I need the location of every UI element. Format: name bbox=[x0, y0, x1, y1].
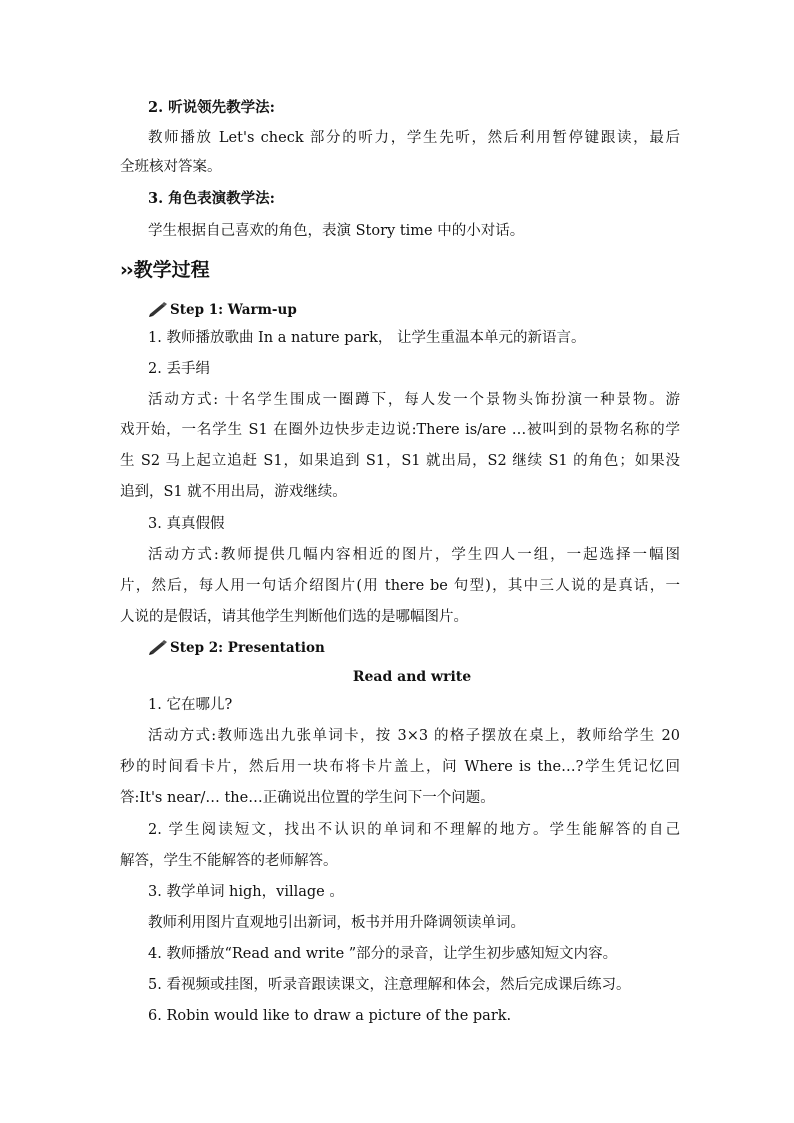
method3-heading: 3. 角色表演教学法: bbox=[148, 190, 276, 207]
method2-heading: 2. 听说领先教学法: bbox=[148, 99, 276, 116]
pen-icon bbox=[148, 301, 168, 317]
method2-line-1: 教师播放 Let's check 部分的听力，学生先听，然后利用暂停键跟读，最后 bbox=[148, 130, 680, 146]
step1-activity2-line-3: 人说的是假话，请其他学生判断他们选的是哪幅图片。 bbox=[120, 609, 468, 625]
step2-item-1: 1. 它在哪儿? bbox=[148, 697, 233, 713]
step2-title: Step 2: Presentation bbox=[170, 640, 325, 656]
step1-item-3: 3. 真真假假 bbox=[148, 516, 225, 532]
section-title bbox=[120, 258, 210, 282]
step2-activity-line-1: 活动方式:教师选出九张单词卡，按 3×3 的格子摆放在桌上，教师给学生 20 bbox=[148, 728, 680, 744]
step1-item-1: 1. 教师播放歌曲 In a nature park， 让学生重温本单元的新语言。 bbox=[148, 330, 586, 346]
step1-activity1-line-2: 戏开始，一名学生 S1 在圈外边快步走边说:There is/are …被叫到的景物名称的学 bbox=[120, 422, 680, 438]
method2-line-2: 全班核对答案。 bbox=[120, 159, 222, 175]
step1-item-2: 2. 丢手绢 bbox=[148, 361, 210, 377]
step1-activity1-line-1: 活动方式: 十名学生围成一圈蹲下，每人发一个景物头饰扮演一种景物。游 bbox=[148, 392, 680, 408]
step2-activity-line-3: 答:It's near/… the…正确说出位置的学生问下一个问题。 bbox=[120, 790, 495, 806]
step1-activity2-line-1: 活动方式:教师提供几幅内容相近的图片，学生四人一组，一起选择一幅图 bbox=[148, 547, 680, 563]
step2-item-6: 6. Robin would like to draw a picture of the park. bbox=[148, 1008, 512, 1024]
step2-subtitle: Read and write bbox=[352, 669, 472, 685]
step2-item-5: 5. 看视频或挂图，听录音跟读课文，注意理解和体会，然后完成课后练习。 bbox=[148, 977, 631, 993]
step2-heading bbox=[148, 638, 325, 658]
step2-item-4: 4. 教师播放“Read and write ”部分的录音，让学生初步感知短文内容。 bbox=[148, 946, 618, 962]
double-chevron-icon: ›› bbox=[120, 259, 132, 281]
step1-activity1-line-3: 生 S2 马上起立追赶 S1，如果追到 S1，S1 就出局，S2 继续 S1 的角色；如果没 bbox=[120, 453, 680, 469]
step2-item-2-line-2: 解答，学生不能解答的老师解答。 bbox=[120, 853, 338, 869]
step2-item-3-detail: 教师利用图片直观地引出新词，板书并用升降调领读单词。 bbox=[148, 915, 525, 931]
section-title-text: 教学过程 bbox=[133, 259, 210, 281]
step1-heading bbox=[148, 300, 297, 320]
pen-icon bbox=[148, 639, 168, 655]
method3-line-1: 学生根据自己喜欢的角色，表演 Story time 中的小对话。 bbox=[148, 223, 525, 239]
step2-activity-line-2: 秒的时间看卡片，然后用一块布将卡片盖上，问 Where is the…?学生凭记忆回 bbox=[120, 759, 680, 775]
step2-item-3: 3. 教学单词 high，village 。 bbox=[148, 884, 344, 900]
step1-title: Step 1: Warm-up bbox=[170, 302, 297, 318]
step1-activity1-line-4: 追到，S1 就不用出局，游戏继续。 bbox=[120, 484, 347, 500]
step2-item-2-line-1: 2. 学生阅读短文，找出不认识的单词和不理解的地方。学生能解答的自己 bbox=[148, 822, 680, 838]
step1-activity2-line-2: 片，然后，每人用一句话介绍图片(用 there be 句型)，其中三人说的是真话，一 bbox=[120, 578, 680, 594]
